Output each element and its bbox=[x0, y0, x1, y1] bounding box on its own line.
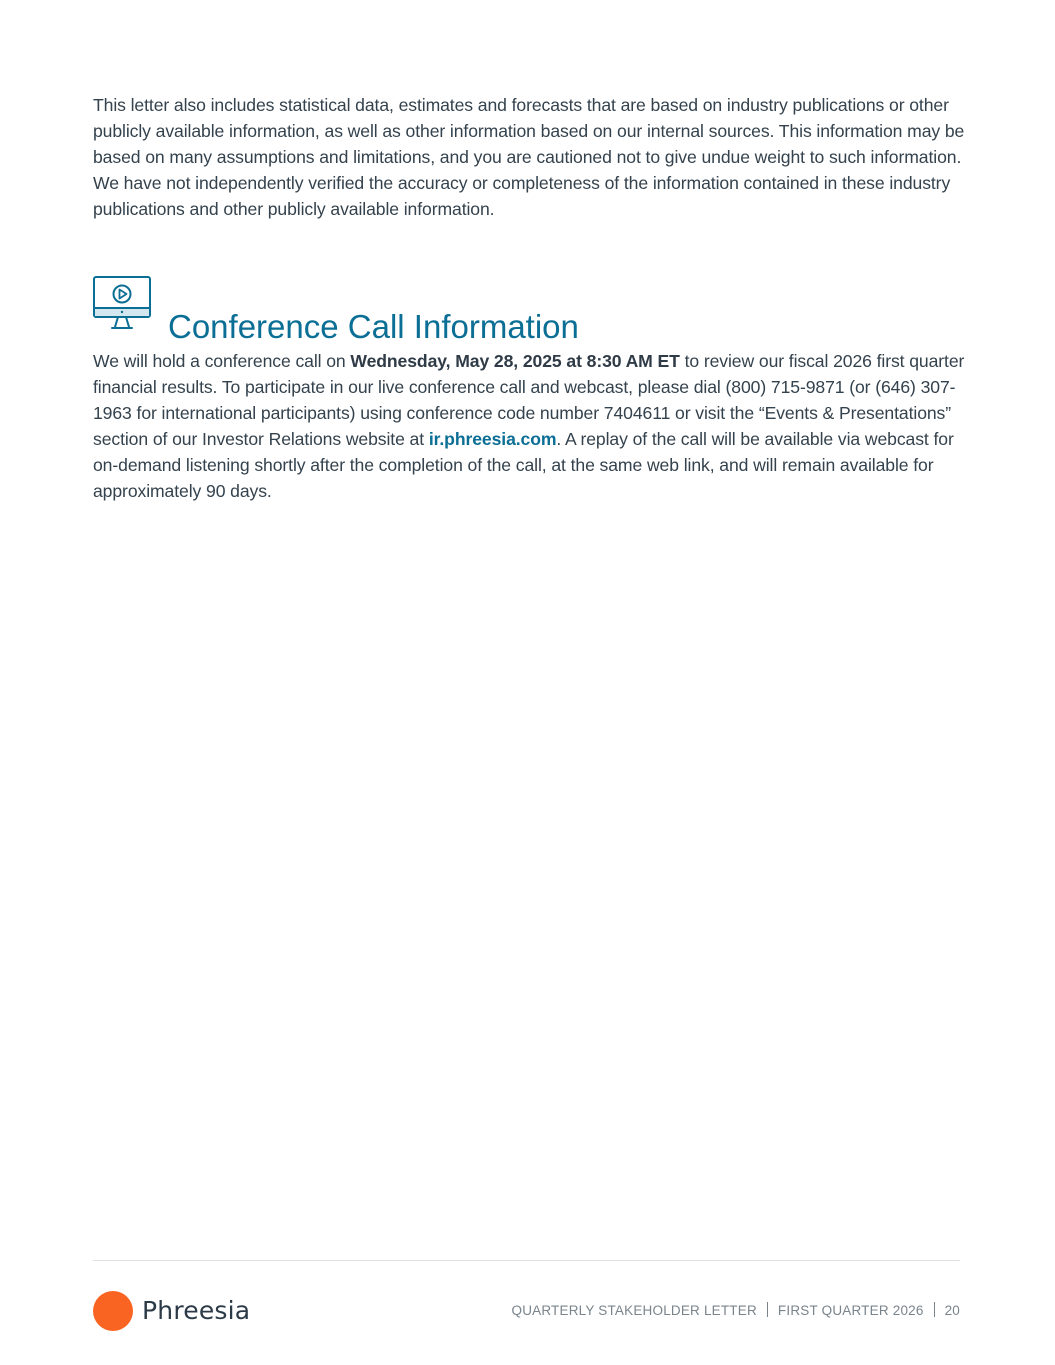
footer-separator bbox=[767, 1302, 768, 1317]
call-intro-text: We will hold a conference call on bbox=[93, 351, 351, 371]
footer-divider bbox=[93, 1260, 960, 1261]
logo-text: Phreesia bbox=[142, 1296, 251, 1325]
logo-dot-icon bbox=[93, 1291, 133, 1331]
footer-period: FIRST QUARTER 2026 bbox=[777, 1303, 924, 1318]
footer-meta bbox=[512, 1301, 961, 1321]
investor-relations-link[interactable]: ir.phreesia.com bbox=[428, 429, 557, 449]
call-datetime: Wednesday, May 28, 2025 at 8:30 AM ET bbox=[350, 351, 680, 371]
section-title: Conference Call Information bbox=[168, 308, 579, 346]
monitor-play-icon bbox=[93, 276, 151, 330]
call-body-text: to review our fiscal 2026 first quarter financial results. To participate in our live conference call and webcast, please dial (800) 715-9871 (or (646) 307-1963 for international participants) using conference code number 7404611 or visit the “Events & Presentations” section of our Investor Relations website at bbox=[93, 351, 965, 449]
call-outro-text: . A replay of the call will be available via webcast for on-demand listening shortly after the completion of the call, at the same web link, and will remain available for approximately 90 days. bbox=[93, 429, 954, 501]
footer-document-name: QUARTERLY STAKEHOLDER LETTER bbox=[511, 1303, 757, 1318]
page-number: 20 bbox=[944, 1303, 960, 1318]
conference-call-paragraph bbox=[93, 348, 968, 504]
footer-separator bbox=[934, 1302, 935, 1317]
disclaimer-paragraph: This letter also includes statistical data, estimates and forecasts that are based on industry publications or other publicly available information, as well as other information based on our internal sources. This information may be based on many assumptions and limitations, and you are cautioned not to give undue weight to such information. We have not independently verified the accuracy or completeness of the information contained in these industry publications and other publicly available information. bbox=[93, 95, 965, 219]
